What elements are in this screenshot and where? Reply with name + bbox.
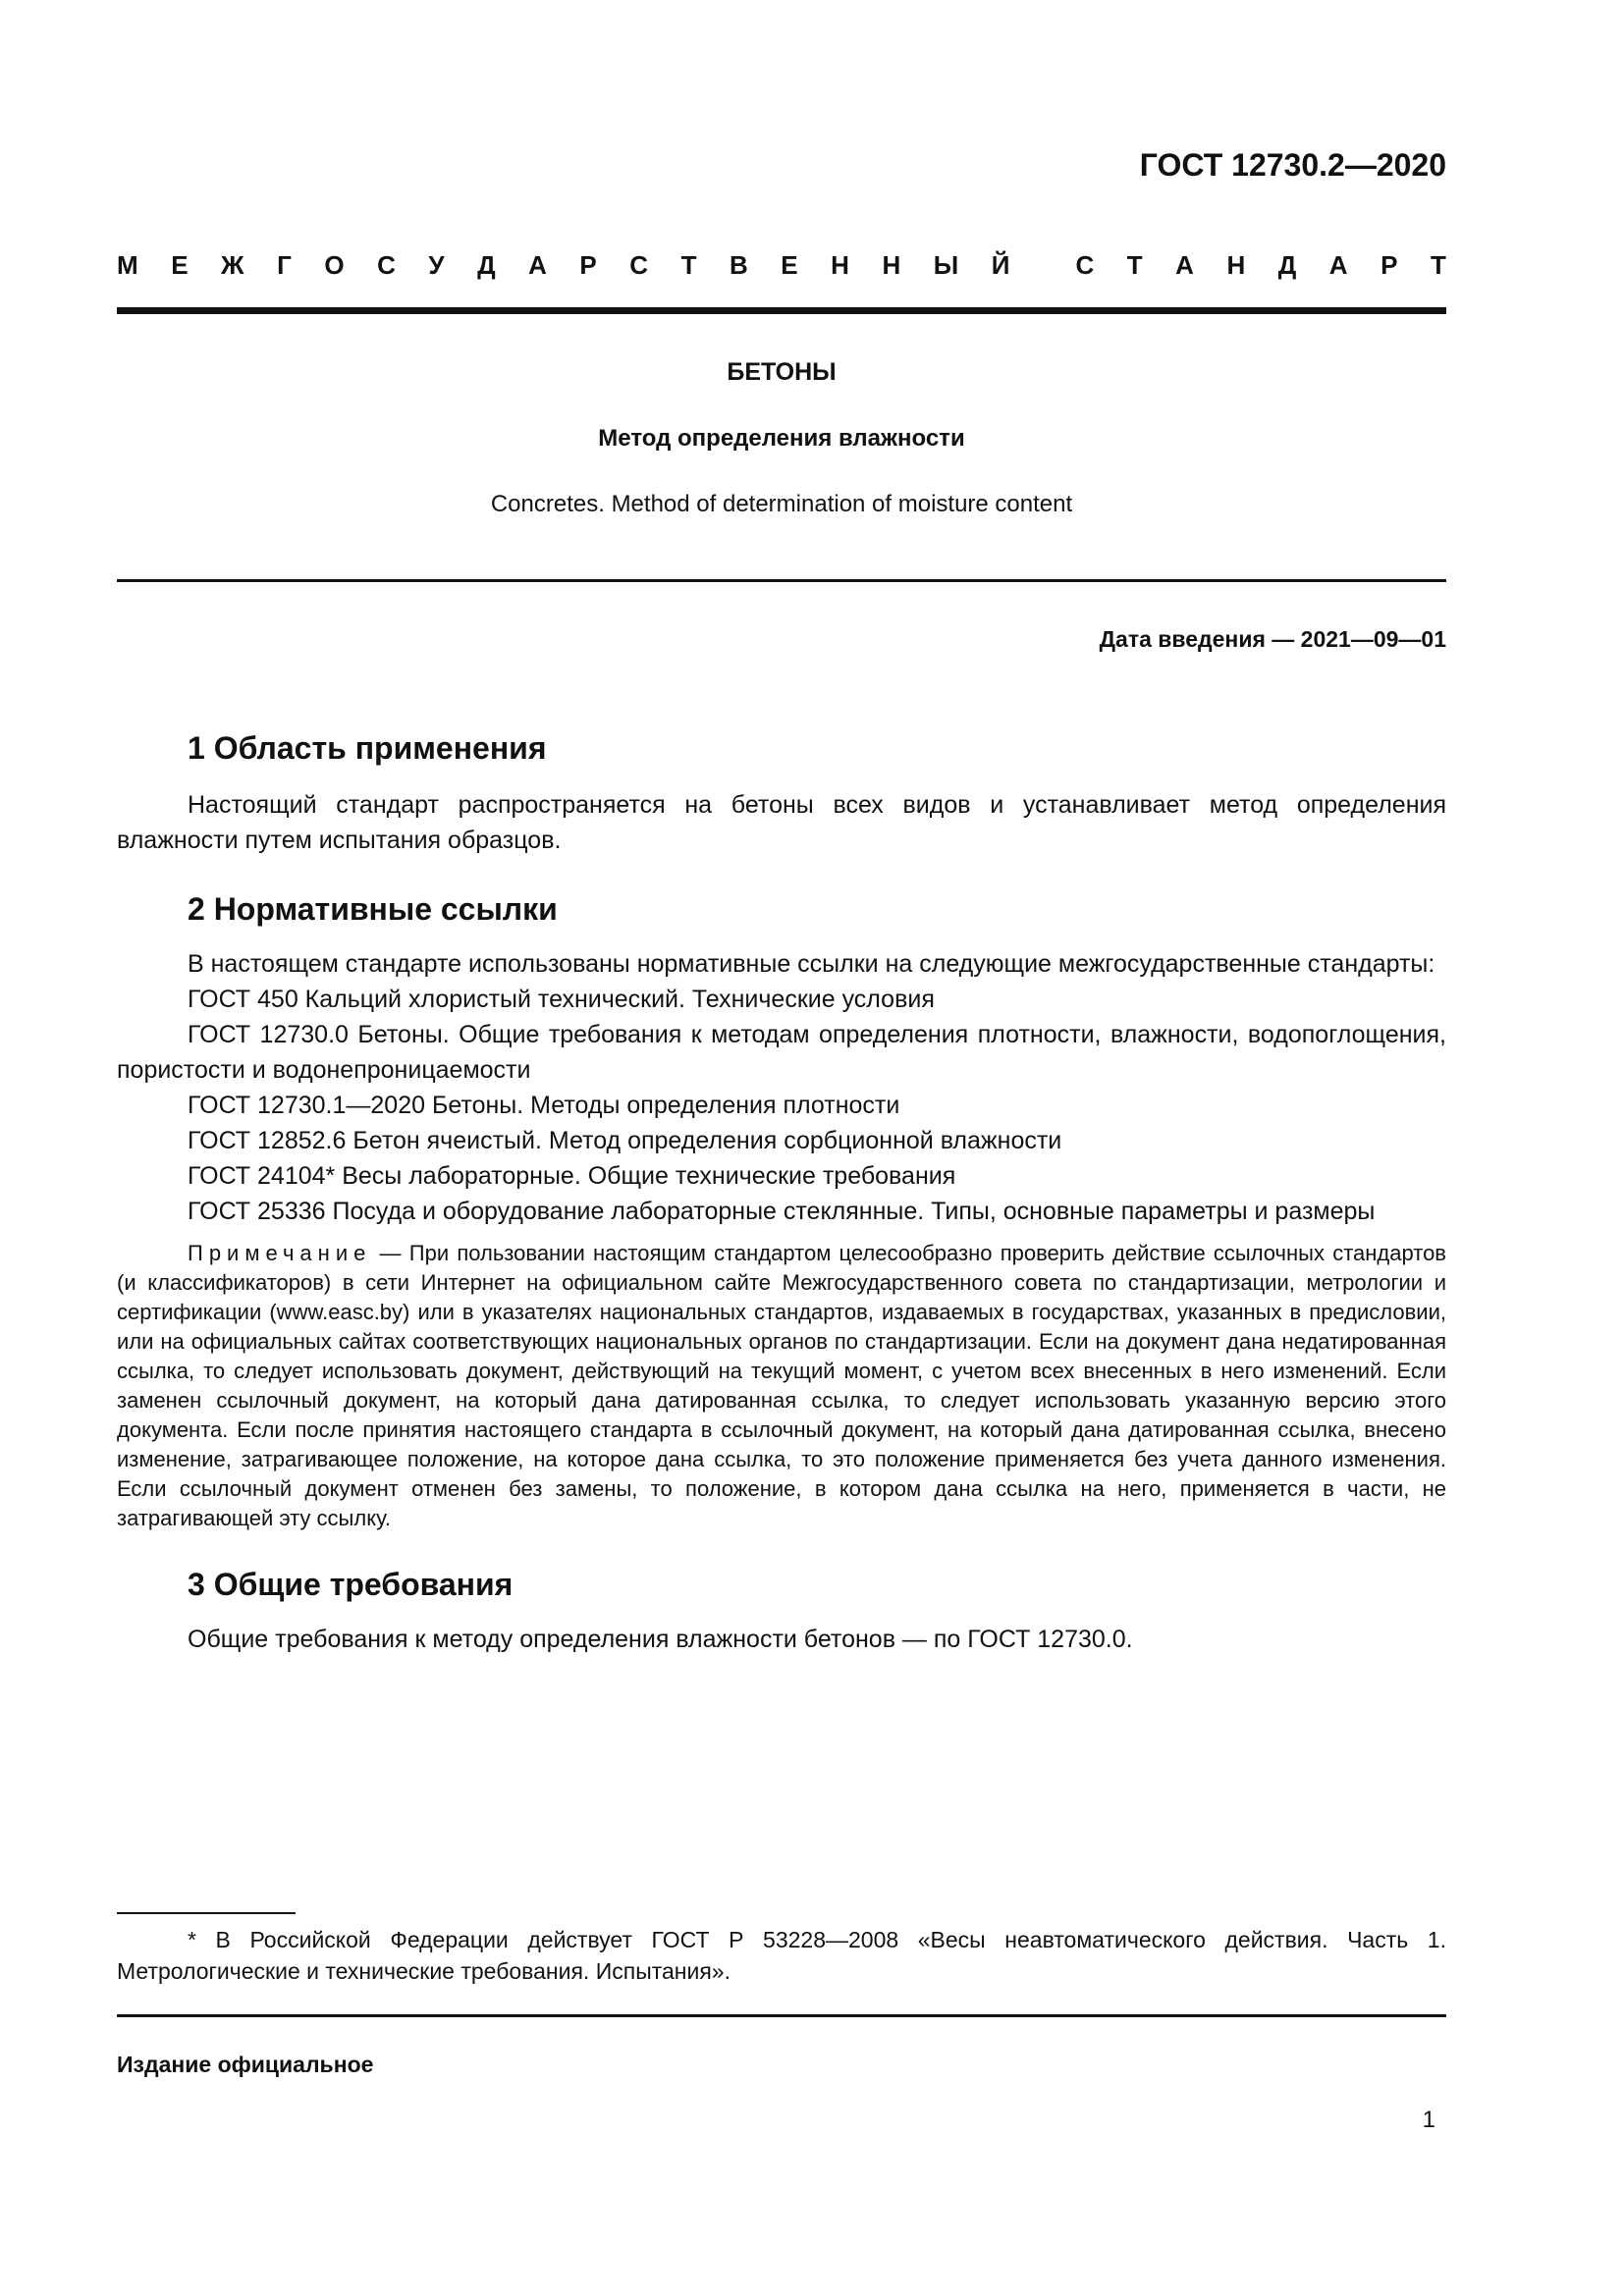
section-3-text: Общие требования к методу определения влажности бетонов — по ГОСТ 12730.0. [188,1626,1133,1653]
banner-letter: Е [171,250,189,280]
banner-letter: Г [277,250,292,280]
bottom-divider [117,2014,1446,2017]
banner-letter: Р [1380,250,1398,280]
section-3-heading: 3 Общие требования [188,1567,514,1602]
banner-letter: Д [1277,250,1297,280]
footnote: * В Российской Федерации действует ГОСТ Р 53228—2008 «Весы неавтоматического действия. Часть 1. Метрологические и технические требования. Испытания». [117,1927,1446,1984]
official-edition-label: Издание официальное [117,2052,374,2077]
section-1-text: Настоящий стандарт распространяется на бетоны всех видов и устанавливает метод определения влажности путем испытания образцов. [117,791,1446,854]
standard-id: ГОСТ 12730.2—2020 [1139,147,1446,183]
banner-letter: А [1175,250,1194,280]
banner-letter: Н [1226,250,1246,280]
banner-letter: А [528,250,547,280]
banner-letter: С [629,250,649,280]
banner-letter: С [377,250,396,280]
section-1-heading: 1 Область применения [188,730,547,766]
normative-reference: ГОСТ 12852.6 Бетон ячеистый. Метод определения сорбционной влажности [188,1127,1062,1154]
note-text: — При пользовании настоящим стандартом целесообразно проверить действие ссылочных стандартов (и классификаторов) в сети Интернет на официальном сайте Межгосударственного совета по стандартизации, метрологии и сертификации (www.easc.by) или в указателях национальных стандартов, издаваемых в государствах, указанных в предисловии, или на официальных сайтах соответствующих национальных органов по стандартизации. Если на документ дана недатированная ссылка, то следует использовать документ, действующий на текущий момент, с учетом всех внесенных в него изменений. Если заменен ссылочный документ, на который дана датированная ссылка, то следует использовать указанную версию этого документа. Если после принятия настоящего стандарта в ссылочный документ, на который дана датированная ссылка, внесено изменение, затрагивающее положение, на которое дана ссылка, то это положение применяется без учета данного изменения. Если ссылочный документ отменен без замены, то положение, в котором дана ссылка на него, применяется в части, не затрагивающей эту ссылку. [117,1241,1446,1530]
title-divider [117,579,1446,582]
introduction-date: Дата введения — 2021—09—01 [1099,626,1446,652]
note-paragraph [117,1239,1446,1533]
normative-reference: ГОСТ 24104* Весы лабораторные. Общие технические требования [188,1162,956,1190]
normative-reference: ГОСТ 25336 Посуда и оборудование лабораторные стеклянные. Типы, основные параметры и размеры [188,1198,1376,1225]
document-body [117,726,1446,1657]
banner-letter: У [428,250,445,280]
interstate-standard-banner [117,250,1446,281]
normative-reference: ГОСТ 12730.1—2020 Бетоны. Методы определения плотности [188,1092,900,1119]
document-title: БЕТОНЫ [727,358,837,386]
banner-letter: Т [1430,250,1446,280]
banner-letter: Т [680,250,697,280]
banner-letter: Й [991,250,1010,280]
banner-letter: Ы [933,250,959,280]
section-2-intro: В настоящем стандарте использованы нормативные ссылки на следующие межгосударственные стандарты: [188,950,1435,978]
banner-letter: Д [477,250,496,280]
banner-letter: Т [1126,250,1143,280]
banner-letter: А [1328,250,1348,280]
top-divider [117,307,1446,314]
document-subtitle: Метод определения влажности [598,425,965,452]
banner-letter: Ж [221,250,244,280]
normative-reference: ГОСТ 12730.0 Бетоны. Общие требования к методам определения плотности, влажности, водопоглощения, пористости и водонепроницаемости [117,1021,1446,1084]
english-title: Concretes. Method of determination of moisture content [490,491,1073,517]
banner-letter: Е [781,250,798,280]
banner-letter: Н [882,250,901,280]
banner-letter: Р [579,250,597,280]
banner-letter: С [1075,250,1095,280]
banner-letter: О [324,250,345,280]
banner-letter: В [729,250,748,280]
banner-letter: Н [831,250,849,280]
banner-letter: М [117,250,138,280]
section-2-heading: 2 Нормативные ссылки [188,891,558,927]
page-number: 1 [1422,2107,1435,2133]
note-label: Примечание [188,1241,372,1265]
footnote-separator [117,1912,296,1914]
normative-reference: ГОСТ 450 Кальций хлористый технический. Технические условия [188,986,935,1013]
